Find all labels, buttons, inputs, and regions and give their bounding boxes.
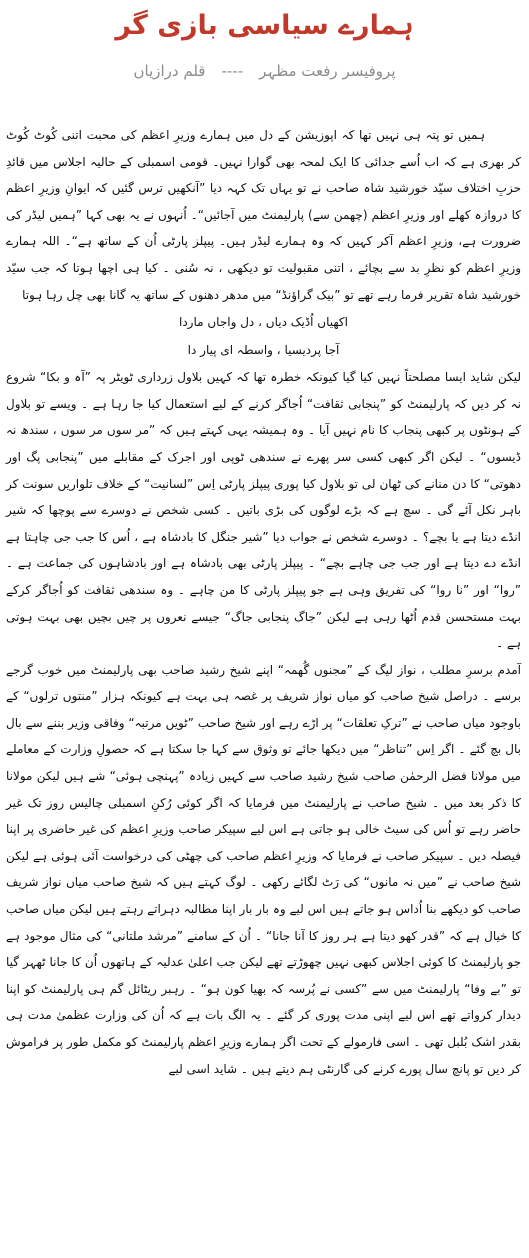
column-name: قلم درازیاں: [133, 62, 206, 80]
paragraph: آمدم برسرِ مطلب ، نواز لیگ کے ”مجنوں گُھمہ“ اپنے شیخ رشید صاحب بھی پارلیمنٹ میں خوب گرجے برسے ۔ دراصل شیخ صاحب کو میاں نواز شریف پر غصہ ہی بہت ہے کیونکہ ہزار ”منتوں ترلوں“ کے باوجود میاں صاحب نے ”ترکِ تعلقات“ پر اڑے رہے اور شیخ صاحب ”ٹویں مرتبہ“ وفاقی وزیر بننے سے بال بال بچ گئے ۔ اگر اِس ”تناظر“ میں دیکھا جائے تو وثوق سے کہا جا سکتا ہے کہ حصولِ وزارت کے معاملے میں مولانا فضل الرحمٰن صاحب شیخ رشید صاحب سے کہیں زیادہ ”پہنچی ہوئی“ شے ہیں لیکن مولانا کا ذکر بعد میں ۔ شیخ صاحب نے پارلیمنٹ میں فرمایا کہ اگر کوئی رُکنِ اسمبلی چالیس روز تک غیر حاضر رہے تو اُس کی سیٹ خالی ہو جاتی ہے اس لیے سپیکر صاحب وزیرِ اعظم کی غیر حاضری پر اپنا فیصلہ دیں ۔ سپیکر صاحب نے فرمایا کہ وزیرِ اعظم صاحب کی چھٹی کی درخواست آئی ہوئی ہے لیکن شیخ صاحب نے ”میں نہ مانوں“ کی رَٹ لگائے رکھی ۔ لوگ کہتے ہیں کہ شیخ صاحب میاں نواز شریف صاحب کو دیکھے بنا اُداس ہو جاتے ہیں اس لیے وہ بار بار اپنا مطالبہ دہراتے رہتے ہیں لیکن میاں صاحب کا خیال ہے کہ ”قدر کھو دیتا ہے ہر روز کا آنا جانا“ ۔ اُن کے سامنے ”مرشد ملتانی“ کی مثال موجود ہے جو پارلیمنٹ کا کوئی اجلاس کبھی نہیں چھوڑتے تھے لیکن جب اعلیٰ عدلیہ کے ہاتھوں اُن کا جانا ٹھہر گیا تو ”بے وفا“ پارلیمنٹ میں سے ”کسی نے پُرسہ کہ بھیا کون ہو“ ۔ رہبر ریٹائل گم ہی پارلیمنٹ کو اپنا دیدار کرواتے تھے اس لیے اپنی مدت پوری کر گئے ۔ یہ الگ بات ہے کہ اُن کی وزارت عظمیٰ مدت ہی بقدر اشک بُلبل تھی ۔ اسی فارمولے کے تحت اگر ہمارے وزیرِ اعظم پارلیمنٹ کو مکمل طور پر فراموش کر دیں تو پانچ سال پورے کرنے کی گارنٹی ہم دیتے ہیں ۔ شاید اسی لیے: [6, 662, 521, 1076]
article-title: ہمارے سیاسی بازی گر: [115, 10, 414, 41]
author-name: پروفیسر رفعت مظہر: [259, 62, 396, 80]
verse-line: اکھیاں اُڈیک دیاں ، دل واجاں ماردا: [179, 315, 348, 330]
paragraph: ہمیں تو پتہ ہی نہیں تھا کہ اپوزیشن کے دل میں ہمارے وزیرِ اعظم کی محبت اتنی کُوٹ کُوٹ کر بھری ہے کہ اب اُسے جدائی کا ایک لمحہ بھی گوارا نہیں۔ قومی اسمبلی کے حالیہ اجلاس میں قائدِ حزبِ اختلاف سیّد خورشید شاہ صاحب نے تو یہاں تک کہہ دیا ”آنکھیں ترس گئیں کہ ایوانِ وزیرِ اعظم کا دروازہ کھلے اور وزیرِ اعظم (چھمن سے) پارلیمنٹ میں آجائیں“۔ اُنہوں نے یہ بھی کہا ”ہمیں لیڈر کی ضرورت ہے، وزیرِ اعظم آکر کہیں کہ وہ ہمارے لیڈر ہیں۔ پیپلز پارٹی اُن کے ساتھ ہے“۔ اللہ ہمارے وزیرِ اعظم کو نظرِ بد سے بچائے ، اتنی مقبولیت تو دیکھی ، نہ سُنی ۔ کیا ہی اچھا ہوتا کہ جب سیّد خورشید شاہ تقریر فرما رہے تھے تو ”بیک گراؤنڈ“ میں مدھر دھنوں کے ساتھ یہ گانا بھی چل رہا ہوتا: [6, 128, 521, 302]
byline-separator: ----: [221, 62, 244, 80]
article-body: [6, 122, 521, 1082]
byline: [0, 58, 529, 84]
paragraph: لیکن شاید ایسا مصلحتاً نہیں کیا گیا کیونکہ خطرہ تھا کہ کہیں بلاول زرداری ٹویٹر پہ ”آہ و بکا“ شروع نہ کر دیں کہ پارلیمنٹ کو ”پنجابی ثقافت“ اُجاگر کرنے کے لیے استعمال کیا جا رہا ہے ۔ ویسے تو بلاول کے ہونٹوں پر کبھی پنجاب کا نام نہیں آیا ۔ وہ ہمیشہ یہی کہتے ہیں کہ ”مر سوں مر سوں ، سندھ نہ ڈیسوں“ ۔ لیکن اگر کبھی کسی سر پھرے نے سندھی ٹوپی اور اجرک کے مقابلے میں ”پنجابی پگ اور دھوتی“ کا دن منانے کی ٹھان لی تو بلاول کیا پوری پیپلز پارٹی اِس ”لسانیت“ کے خلاف تلواریں سونت کر باہر نکل آئے گی ۔ سچ ہے کہ بڑے لوگوں کی بڑی باتیں ۔ کسی شخص نے دوسرے سے پوچھا کہ شیر انڈے دیتا ہے یا بچے؟ ۔ دوسرے شخص نے جواب دیا ”شیر جنگل کا بادشاہ ہے ، اُس کا جب جی چاہتا ہے انڈے دے دیتا ہے اور جب جی چاہے بچے“ ۔ پیپلز پارٹی بھی بادشاہ ہے اور بادشاہوں کی جماعت ہے ۔ ”روا“ اور ”نا روا“ کی تفریق وہی ہے جو پیپلز پارٹی کا من چاہے ۔ وہ سندھی ثقافت کو اُجاگر کرکے بہت مستحسن قدم اُٹھا رہی ہے لیکن ”جاگ پنجابی جاگ“ جیسے نعروں پر چیں بچیں بھی بہت ہوتی ہے ۔: [6, 370, 521, 651]
verse-line: آجا پردیسیا ، واسطہ ای پیار دا: [187, 343, 340, 358]
